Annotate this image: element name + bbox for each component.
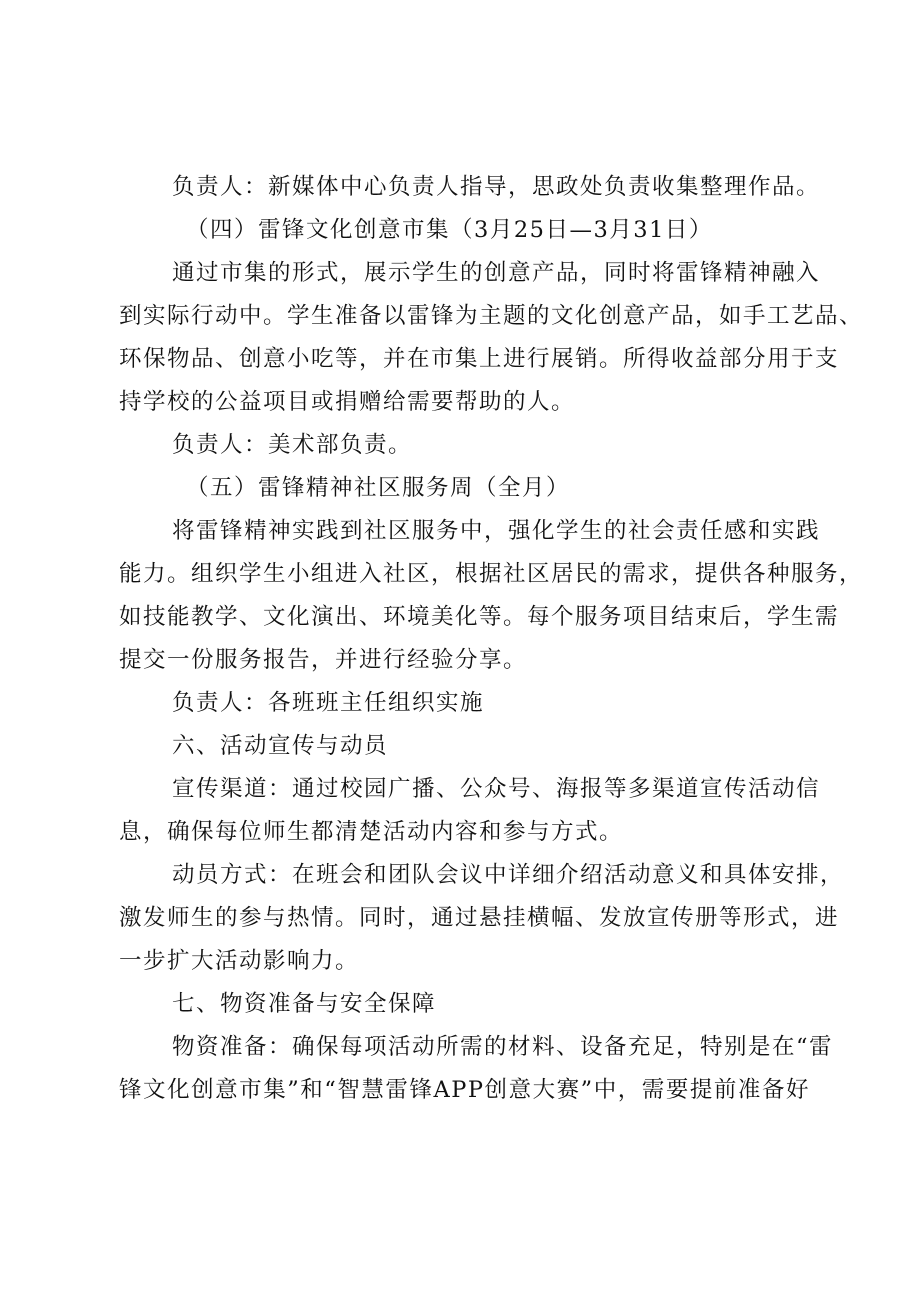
section-heading: 七、物资准备与安全保障 bbox=[172, 991, 437, 1017]
text-line: 物资准备：确保每项活动所需的材料、设备充足，特别是在“雷 bbox=[172, 1034, 834, 1060]
text-line: 宣传渠道：通过校园广播、公众号、海报等多渠道宣传活动信 bbox=[172, 776, 821, 802]
text-line: 激发师生的参与热情。同时，通过悬挂横幅、发放宣传册等形式，进 bbox=[119, 905, 840, 931]
section-heading: 六、活动宣传与动员 bbox=[172, 733, 389, 759]
text-line: 环保物品、创意小吃等，并在市集上进行展销。所得收益部分用于支 bbox=[119, 346, 840, 372]
section-heading: （四）雷锋文化创意市集（3月25日—3月31日） bbox=[186, 217, 713, 243]
section-heading: （五）雷锋精神社区服务周（全月） bbox=[186, 475, 571, 501]
text-line: 如技能教学、文化演出、环境美化等。每个服务项目结束后，学生需 bbox=[119, 604, 840, 630]
text-line: 动员方式：在班会和团队会议中详细介绍活动意义和具体安排， bbox=[172, 862, 845, 888]
text-line: 负责人：美术部负责。 bbox=[172, 432, 413, 458]
text-line: 能力。组织学生小组进入社区，根据社区居民的需求，提供各种服务， bbox=[119, 561, 864, 587]
text-line: 通过市集的形式，展示学生的创意产品，同时将雷锋精神融入 bbox=[172, 260, 821, 286]
text-line: 负责人：各班班主任组织实施 bbox=[172, 690, 485, 716]
text-line: 提交一份服务报告，并进行经验分享。 bbox=[119, 647, 528, 673]
text-line: 将雷锋精神实践到社区服务中，强化学生的社会责任感和实践 bbox=[172, 518, 821, 544]
text-line: 负责人：新媒体中心负责人指导，思政处负责收集整理作品。 bbox=[172, 174, 821, 200]
text-line: 息，确保每位师生都清楚活动内容和参与方式。 bbox=[119, 819, 624, 845]
text-line: 一步扩大活动影响力。 bbox=[119, 948, 360, 974]
text-line: 持学校的公益项目或捐赠给需要帮助的人。 bbox=[119, 389, 576, 415]
text-line: 到实际行动中。学生准备以雷锋为主题的文化创意产品，如手工艺品、 bbox=[119, 303, 864, 329]
text-line: 锋文化创意市集”和“智慧雷锋APP创意大赛”中，需要提前准备好 bbox=[119, 1077, 810, 1103]
